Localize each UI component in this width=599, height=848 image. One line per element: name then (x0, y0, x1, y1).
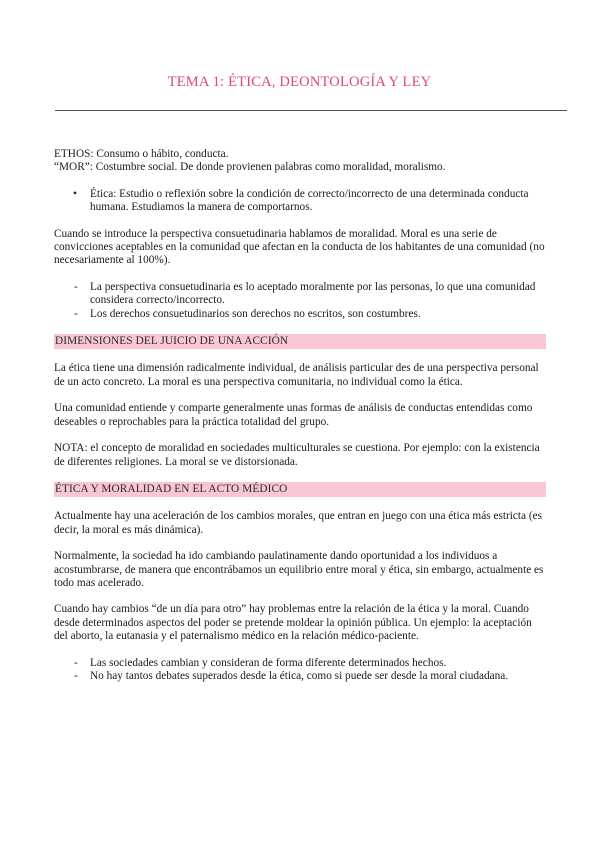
dash-text: La perspectiva consuetudinaria es lo aceptado moralmente por las personas, lo que una comunidad considera correcto/incorrecto. (90, 280, 536, 307)
section-heading-acto-medico: ÉTICA Y MORALIDAD EN EL ACTO MÉDICO (54, 482, 546, 497)
paragraph-cambios: Cuando hay cambios “de un día para otro” hay problemas entre la relación de la ética y la moral. Cuando desde determinados aspectos del poder se pretende moldear la opinión pública. Un ejemplo: la aceptación del aborto, la eutanasia y el paternalismo médico en la relación médico-paciente. (54, 603, 532, 643)
dash-item-2 (54, 308, 546, 321)
bullet-marker: • (73, 187, 77, 200)
paragraph-etica-dimension: La ética tiene una dimensión radicalmente individual, de análisis particular des de una perspectiva personal de un acto concreto. La moral es una perspectiva comunitaria, no individual como la ética. (54, 362, 539, 388)
paragraph-consuetudinaria: Cuando se introduce la perspectiva consuetudinaria hablamos de moralidad. Moral es una serie de convicciones aceptables en la comunidad que afectan en la conducta de los habitantes de una comunidad (no necesariamente al 100%). (54, 227, 545, 267)
dash-marker: - (74, 669, 78, 682)
document-body (54, 148, 546, 683)
section-heading-dimensiones: DIMENSIONES DEL JUICIO DE UNA ACCIÓN (54, 334, 546, 349)
paragraph-normalmente: Normalmente, la sociedad ha ido cambiando paulatinamente dando oportunidad a los individuos a acostumbrarse, de manera que encontrábamos un equilibrio entre moral y ética, sin embargo, actualmente es todo mas acelerado. (54, 550, 544, 589)
paragraph-nota: NOTA: el concepto de moralidad en sociedades multiculturales se cuestiona. Por ejemplo: con la existencia de diferentes religiones. La moral se ve distorsionada. (54, 442, 540, 468)
dash-marker: - (74, 656, 78, 669)
dash-item-1 (54, 281, 546, 308)
bullet-item-etica (54, 188, 546, 215)
dash-text: Los derechos consuetudinarios son derechos no escritos, son costumbres. (90, 307, 421, 320)
dash-marker: - (74, 280, 78, 293)
dash-item-4 (54, 670, 546, 683)
paragraph-comunidad: Una comunidad entiende y comparte generalmente unas formas de análisis de conductas entendidas como deseables o reprochables para la práctica totalidad del grupo. (54, 402, 533, 428)
definition-mor: “MOR”: Costumbre social. De donde provienen palabras como moralidad, moralismo. (54, 161, 446, 174)
title-divider (55, 110, 567, 111)
dash-item-3 (54, 657, 546, 670)
dash-text: Las sociedades cambian y consideran de forma diferente determinados hechos. (90, 656, 447, 669)
dash-text: No hay tantos debates superados desde la ética, como si puede ser desde la moral ciudadana. (90, 669, 509, 682)
paragraph-aceleracion: Actualmente hay una aceleración de los cambios morales, que entran en juego con una ética más estricta (es decir, la moral es más dinámica). (54, 510, 543, 536)
dash-marker: - (74, 307, 78, 320)
document-title: TEMA 1: ÉTICA, DEONTOLOGÍA Y LEY (167, 74, 432, 90)
definition-ethos: ETHOS: Consumo o hábito, conducta. (54, 148, 229, 160)
bullet-text: Ética: Estudio o reflexión sobre la condición de correcto/incorrecto de una determinada conducta humana. Estudiamos la manera de comportarnos. (90, 187, 529, 214)
